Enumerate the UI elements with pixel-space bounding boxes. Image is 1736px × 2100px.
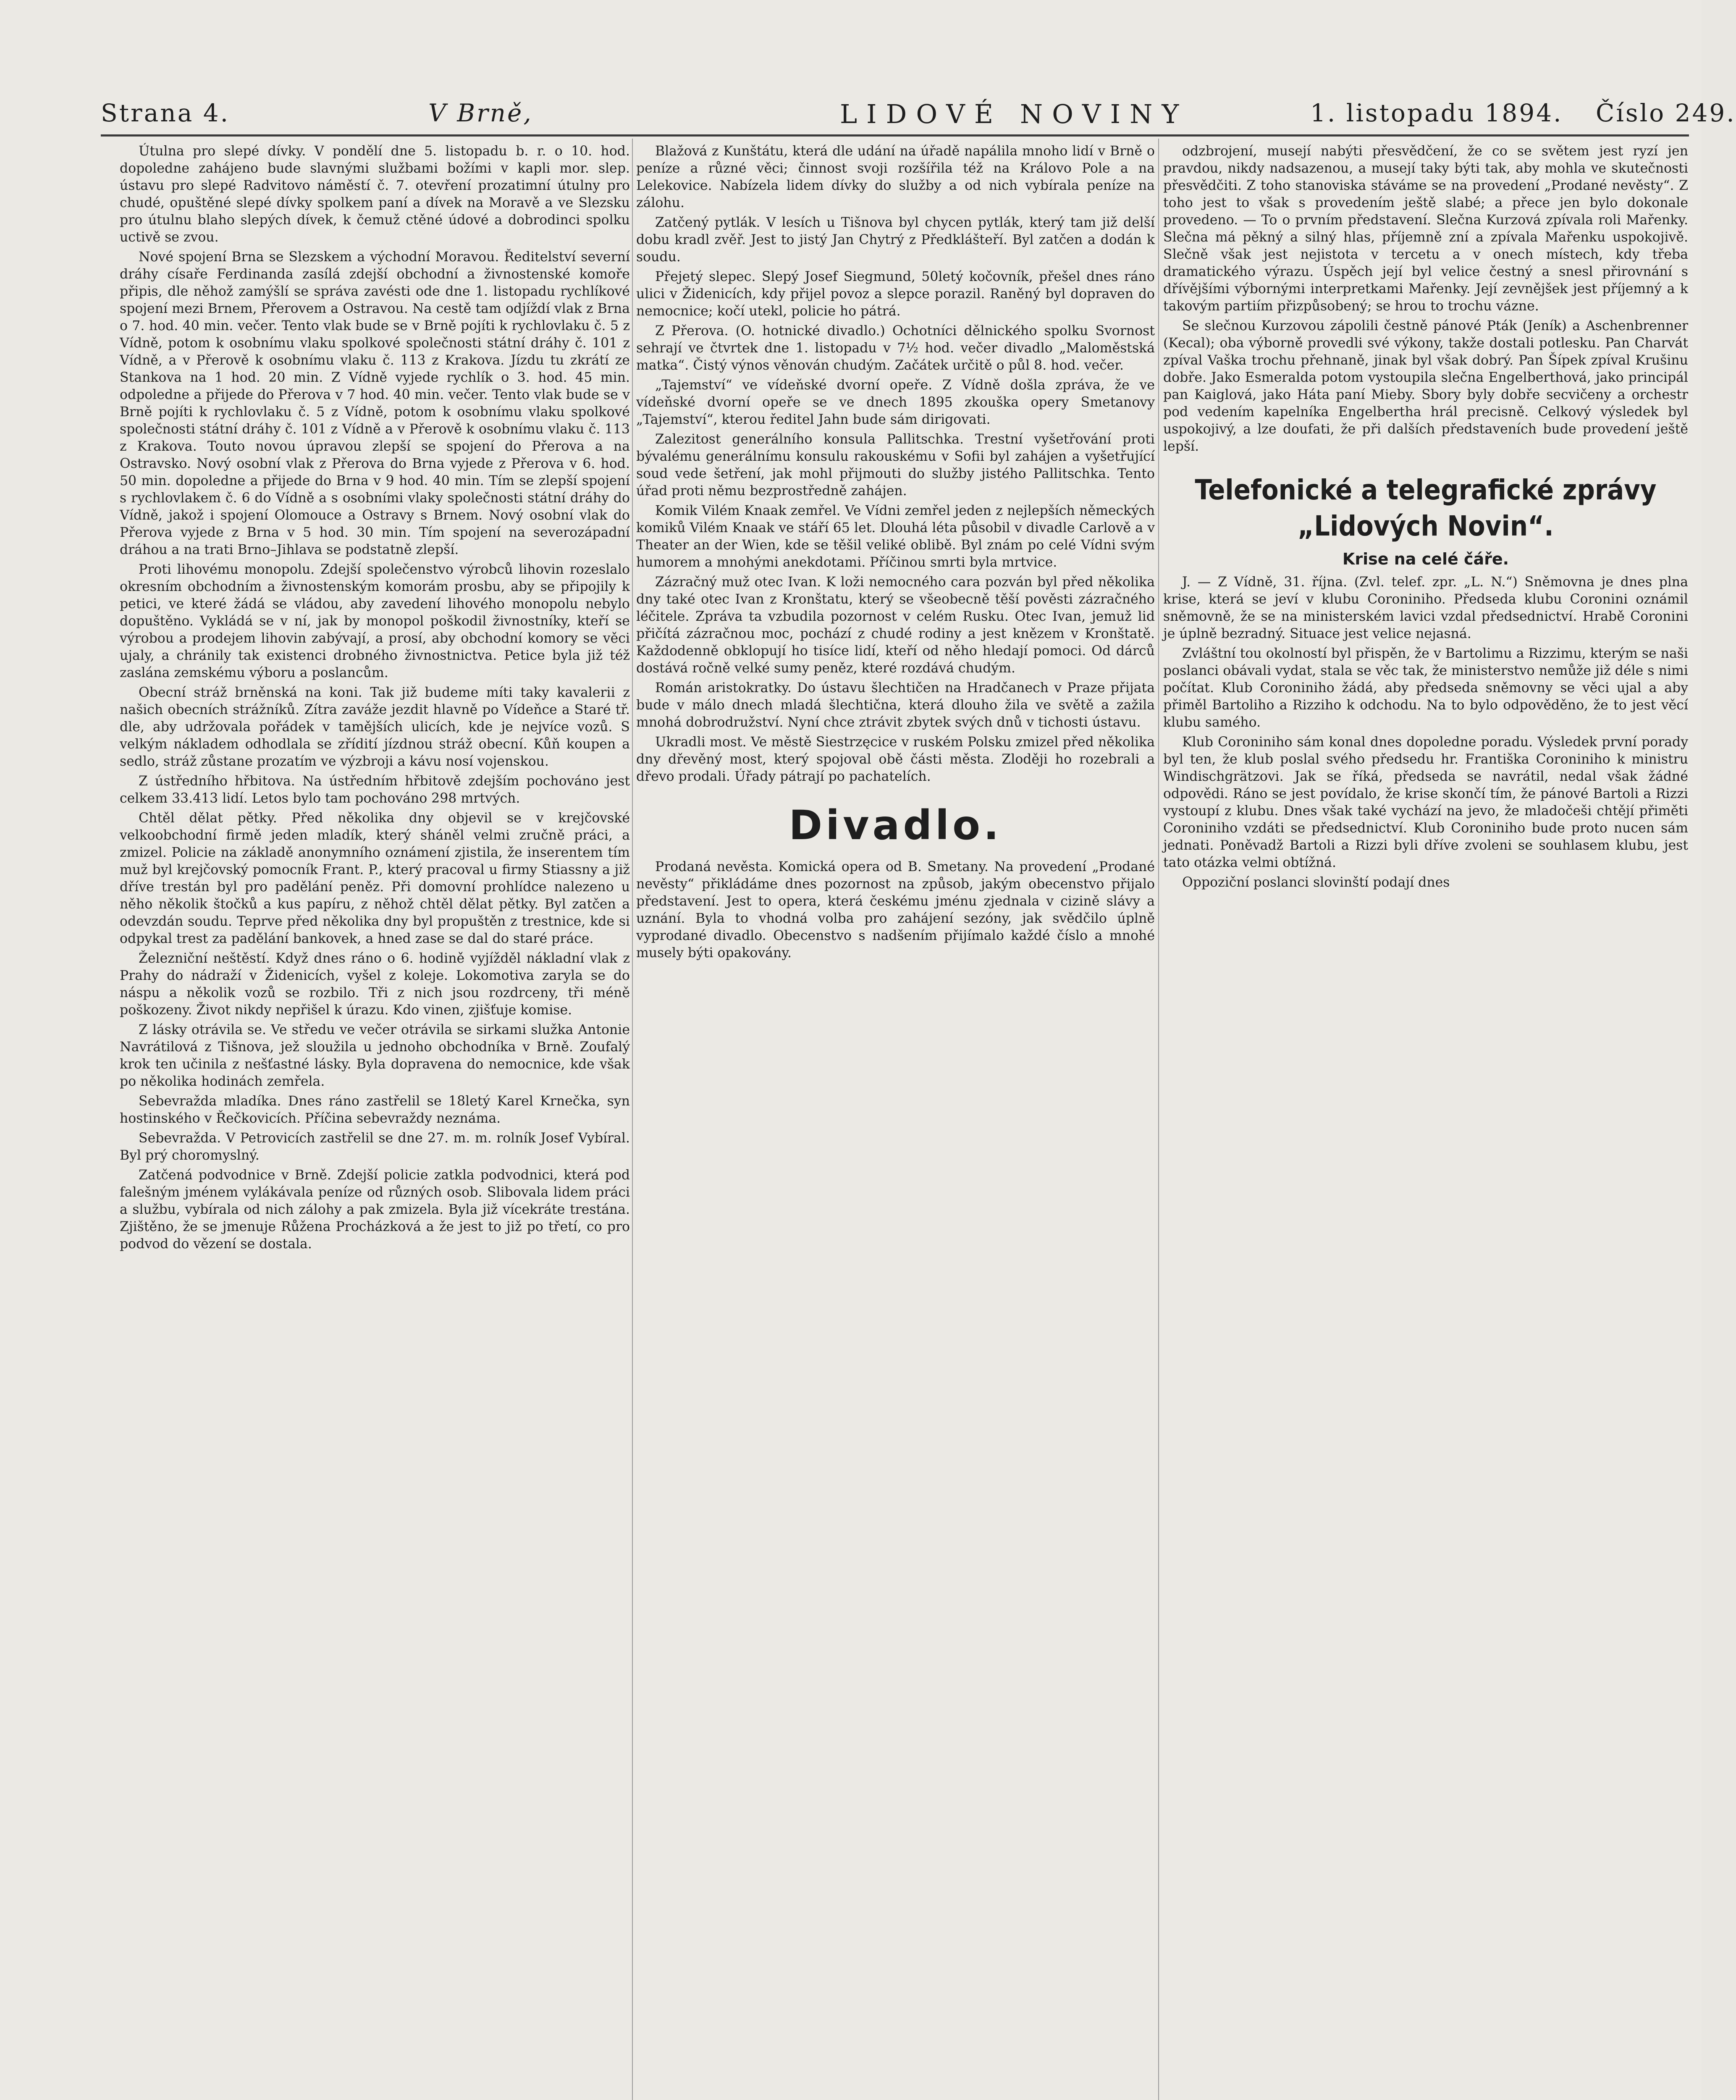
article-continuation: Blažová z Kunštátu, která dle udání na úřadě napálila mnoho lidí v Brně o peníze a různé věci; činnost svoji rozšířila též na Královo Pole a na Lelekovice. Nabízela lidem dívky do služby a od nich vybírala peníze na zálohu. [636, 144, 1155, 210]
issue-number: Číslo 249. [1596, 99, 1736, 127]
column-3 [1163, 143, 1688, 2100]
column-1 [120, 143, 630, 2100]
article-slepec: Přejetý slepec. Slepý Josef Siegmund, 50letý kočovník, přešel dnes ráno ulici v Židenicích, kdy přijel povoz a slepce porazil. Raněný byl dopraven do nemocnice; kočí utekl, policie ho pátrá. [636, 269, 1155, 319]
article-krise-4: Oppoziční poslanci slovinští podají dnes [1182, 875, 1450, 890]
article-podvodnice: Zatčená podvodnice v Brně. Zdejší policie zatkla podvodnici, která pod falešným jménem vylákávala peníze od různých osob. Slibovala lidem práci a službu, vybírala od nich zálohy a pak zmizela. Byla již vícekráte trestána. Zjištěno, že se jmenuje Růžena Procházková a že jest to již po třetí, co pro podvod do vězení se dostala. [120, 1168, 630, 1252]
article-tajemstvi: „Tajemství“ ve vídeňské dvorní opeře. Z Vídně došla zpráva, že ve vídeňské dvorní opeře se ve dnech 1895 zkouška opery Smetanovy „Tajemství“, kterou ředitel Jahn bude sám dirigovati. [636, 378, 1155, 427]
article-zeleznicni-nestesti: Železniční neštěstí. Když dnes ráno o 6. hodině vyjížděl nákladní vlak z Prahy do nádraží v Židenicích, vyšel z koleje. Lokomotiva zaryla se do náspu a několik vozů se rozbilo. Tři z nich jsou rozdrceny, tři méně poškozeny. Život nikdy nepřišel k úrazu. Kdo vinen, zjišťuje komise. [120, 951, 630, 1018]
page-number: Strana 4. [101, 99, 230, 127]
article-obecni-straz: Obecní stráž brněnská na koni. Tak již budeme míti taky kavalerii z našich obecních strážníků. Zítra zaváže jezdit hlavně po Vídeňce a Staré tř. dle, aby udržovala pořádek v tamějších ulicích, kde je nejvíce vozů. S velkým nákladem odhodlala se zřídití jízdnou stráž obecní. Kůň koupen a sedlo, stráž zůstane prozatím ve výzbroji a kávu nosí vojenskou. [120, 685, 630, 769]
article-utulna: Útulna pro slepé dívky. V pondělí dne 5. listopadu b. r. o 10. hod. dopoledne zahájeno bude slavnými službami božími v kapli mor. slep. ústavu pro slepé Radvitovo náměstí č. 7. otevření prozatimní útulny pro chudé, opuštěné slepé dívky spolkem paní a dívek na Moravě a ve Slezsku pro útulnu blaho slepých dívek, k čemuž ctěné údové a dobrodinci spolku uctivě se zvou. [120, 144, 630, 245]
article-knaak: Komik Vilém Knaak zemřel. Ve Vídni zemřel jeden z nejlepších německých komiků Vilém Knaak ve stáří 65 let. Dlouhá léta působil v divadle Carlově a v Theater an der Wien, kde se těšil veliké oblibě. Byl znám po celé Vídni svým humorem a mnohými anekdotami. Příčinou smrti byla mrtvice. [636, 503, 1155, 570]
section-heading-telegraph: Telefonické a telegrafické zprávy „Lidových Novin“. [1195, 474, 1657, 542]
article-review-cast: Se slečnou Kurzovou zápolili čestně pánové Pták (Jeník) a Aschenbrenner (Kecal); oba výborně provedli své výkony, takže dostali potlesku. Pan Charvát zpíval Vaška trochu přehnaně, jinak byl však dobrý. Pan Šípek zpíval Krušinu dobře. Jako Esmeralda potom vystoupila slečna Engelberthová, jako principál pan Kaiglová, jako Háta paní Mieby. Sbory byly dobře secvičeny a orchestr pod vedením kapelníka Engelbertha hrál precisně. Celkový výsledek byl uspokojivý, a lze doufati, že při dalších představeních bude provedení ještě lepší. [1163, 318, 1688, 454]
article-prerov: Z Přerova. (O. hotnické divadlo.) Ochotníci dělnického spolku Svornost sehrají ve čtvrtek dne 1. listopadu v 7½ hod. večer divadlo „Maloměstská matka“. Čistý výnos věnován chudým. Začátek určitě o půl 8. hod. večer. [636, 323, 1155, 373]
city-label: V Brně, [428, 99, 533, 127]
article-prodana-nevesta: Prodaná nevěsta. Komická opera od B. Smetany. Na provedení „Prodané nevěsty“ přikládáme dnes pozornost na způsob, jakým obecenstvo přijalo představení. Jest to opera, která českému jménu zjednala v cizině slávy a uznání. Byla to vhodná volba pro zahájení sezóny, jak svědčilo úplně vyprodané divadlo. Obecenstvo s nadšením přijímalo každé číslo a mnohé musely býti opakovány. [636, 859, 1155, 961]
section-heading-divadlo: Divadlo. [789, 802, 1002, 849]
article-z-lasky: Z lásky otrávila se. Ve středu ve večer otrávila se sirkami služka Antonie Navrátilová z Tišnova, jež sloužila u jednoho obchodníka v Brně. Zoufalý krok ten učinila z nešťastné lásky. Byla dopravena do nemocnice, kde však po několika hodinách zemřela. [120, 1022, 630, 1089]
article-pytlak: Zatčený pytlák. V lesích u Tišnova byl chycen pytlák, který tam již delší dobu kradl zvěř. Jest to jistý Jan Chytrý z Předklášteří. Byl zatčen a dodán k soudu. [636, 215, 1155, 265]
header-rule [101, 134, 1689, 136]
article-krise-2: Zvláštní tou okolností byl přispěn, že v Bartolimu a Rizzimu, kterým se naši poslanci obávali vydat, stala se věc tak, že ministerstvo nemůže již déle s nimi počítat. Klub Coroniniho žádá, aby předseda sněmovny se věci ujal a aby přiměl Bartoliho a Rizziho k odchodu. Na to bylo odpověděno, že to jest věcí klubu samého. [1163, 646, 1688, 730]
subheading-krise: Krise na celé čáře. [1342, 550, 1509, 568]
article-petky: Chtěl dělat pětky. Před několika dny objevil se v krejčovské velkoobchodní firmě jeden mladík, který sháněl velmi zručně práci, a zmizel. Policie na základě anonymního oznámení zjistila, že inserentem tím muž byl krejčovský pomocník Frant. P., který pracoval u firmy Stiassny a již dříve trestán byl pro padělání peněz. Při domovní prohlídce nalezeno u něho několik štočků a kus papíru, z něhož chtěl dělat pětky. Byl zatčen a odevzdán soudu. Teprve před několika dny byl propuštěn z trestnice, kde si odpykal trest za padělání bankovek, a hned zase se dal do staré práce. [120, 811, 630, 946]
column-2 [636, 143, 1155, 2100]
column-divider [1158, 139, 1159, 2100]
issue-date: 1. listopadu 1894. [1310, 99, 1563, 127]
article-roman: Román aristokratky. Do ústavu šlechtičen na Hradčanech v Praze přijata bude v málo dnech mladá šlechtična, která dlouho žila ve světě a zažila mnohá dobrodružství. Nyní chce ztrávit zbytek svých dnů v tichosti ústavu. [636, 680, 1155, 730]
page-header [101, 86, 1736, 136]
article-otec-ivan: Zázračný muž otec Ivan. K loži nemocného cara pozván byl před několika dny také otec Ivan z Kronštatu, který se všeobecně těší pověsti zázračného léčitele. Zpráva ta vzbudila pozornost v celém Rusku. Otec Ivan, jemuž lid přičítá zázračnou moc, pochází z chudé rodiny a jest knězem v Kronštatě. Každodenně obklopují ho tisíce lidí, kteří od něho hledají pomoci. Od dárců dostává ročně velké sumy peněz, které rozdává chudým. [636, 575, 1155, 676]
article-hrbitov: Z ústředního hřbitova. Na ústředním hřbitově zdejším pochováno jest celkem 33.413 lidí. Letos bylo tam pochováno 298 mrtvých. [120, 774, 630, 806]
article-sebevrazda: Sebevražda. V Petrovicích zastřelil se dne 27. m. m. rolník Josef Vybíral. Byl prý choromyslný. [120, 1131, 630, 1163]
article-krise-1: J. — Z Vídně, 31. října. (Zvl. telef. zpr. „L. N.“) Sněmovna je dnes plna krise, která se jeví v klubu Coroniniho. Předseda klubu Coronini oznámil sněmovně, že se na ministerském lavici vzdal předsednictví. Hrabě Coronini je úplně bezradný. Situace jest velice nejasná. [1163, 575, 1688, 641]
article-sebevrazda-mladika: Sebevražda mladíka. Dnes ráno zastřelil se 18letý Karel Krnečka, syn hostinského v Řečkovicích. Příčina sebevraždy neznáma. [120, 1094, 630, 1126]
article-pallitschek: Zalezitost generálního konsula Pallitschka. Trestní vyšetřování proti bývalému generálnímu konsulu rakouskému v Sofii byl zahájen a vyšetřující soud vede šetření, jak mohl přijmouti do služby jistého Pallitschka. Tento úřad proti němu bezprostředně zahájen. [636, 432, 1155, 499]
article-krise-3: Klub Coroniniho sám konal dnes dopoledne poradu. Výsledek první porady byl ten, že klub poslal svého předsedu hr. Františka Coroniniho k ministru Windischgrätzovi. Jak se říká, předseda se navrátil, nedal však žádné odpovědi. Ráno se jest povídalo, že krise skončí tím, že pánové Bartoli a Rizzi vystoupí z klubu. Dnes však také vychází na jevo, že mladočeši chtějí přiměti Coroniniho vzdáti se předsednictví. Klub Coroniniho bude proto nucen sám jednati. Poněvadž Bartoli a Rizzi byli dříve zvoleni se souhlasem klubu, jest tato otázka velmi obtížná. [1163, 735, 1688, 870]
column-divider [632, 139, 633, 2100]
article-nove-spojeni: Nové spojení Brna se Slezskem a východní Moravou. Ředitelství severní dráhy císaře Ferdinanda zasílá zdejší obchodní a živnostenské komoře připis, dle něhož zamýšlí se správa zavésti ode dne 1. listopadu rychlíkové spojení mezi Brnem, Přerovem a Ostravou. Na cestě tam odjíždí vlak z Brna o 7. hod. 40 min. večer. Tento vlak bude se v Brně pojíti k rychlovlaku č. 5 z Vídně, potom k osobnímu vlaku spolkové společnosti státní dráhy č. 101 z Vídně, a v Přerově k osobnímu vlaku č. 113 z Krakova. Jízdu tu zkrátí ze Stankova na 1 hod. 20 min. Z Vídně vyjede rychlík o 3. hod. 45 min. odpoledne a přijede do Přerova v 7 hod. 40 min. večer. Tento vlak bude se v Brně pojíti k rychlovlaku č. 5 z Vídně, potom k osobnímu vlaku spolkové společnosti státní dráhy č. 101 z Vídně a v Přerově k osobnímu vlaku č. 113 z Krakova. Touto novou úpravou zlepší se spojení do Přerova a na Ostravsko. Nový osobní vlak z Přerova do Brna vyjede z Přerova v 6. hod. 50 min. dopoledne a přijede do Brna v 9 hod. 40 min. Tím se zlepší spojení s rychlovlakem č. 6 do Vídně a s osobními vlaky společnosti státní dráhy do Vídně, jakož i spojení Olomouce a Ostravy s Brnem. Nový osobní vlak do Přerova vyjede z Brna v 5 hod. 30 min. Tím spojení na severozápadní dráhou a na trati Brno–Jihlava se podstatně zlepší. [120, 249, 630, 557]
article-proti-monopolu: Proti lihovému monopolu. Zdejší společenstvo výrobců lihovin rozeslalo okresním obchodním a živnostenským komorám prosbu, aby se připojily k petici, ve které žádá se vládou, aby zavedení lihového monopolu nebylo dopuštěno. Vykládá se v ní, jak by monopol poškodil živnostníky, kteří se výrobou a prodejem lihovin zabývají, a prosí, aby obchodní komory se věci ujaly, a chránily tak existenci drobného živnostnictva. Petice byla již též zaslána zemskému výboru a poslancům. [120, 562, 630, 680]
newspaper-title: LIDOVÉ NOVINY [840, 99, 1188, 129]
article-review-continued: odzbrojení, musejí nabýti přesvědčení, že co se světem jest ryzí jen pravdou, nikdy nadsazenou, a musejí taky býti tak, aby mohla ve skutečnosti přesvědčiti. Z toho stanoviska stáváme se na provedení „Prodané nevěsty“. Z toho jest to však s provedením ještě slabé; a přece jen bylo dokonale provedeno. — To o prvním představení. Slečna Kurzová zpívala roli Mařenky. Slečna má pěkný a silný hlas, příjemně zní a zpívala Mařenku uspokojivě. Slečně však jest nejistota v tercetu a v onech místech, kdy třeba dramatického výrazu. Úspěch její byl velice čestný a snesl přirovnání s dřívějšími výbornými interpretkami Mařenky. Její zevnějšek jest příjemný a k takovým partiím přizpůsobený; se hrou to trochu vázne. [1163, 144, 1688, 314]
article-most: Ukradli most. Ve městě Siestrzęcice v ruském Polsku zmizel před několika dny dřevěný most, který spojoval obě části města. Zloději ho rozebrali a dřevo prodali. Úřady pátrají po pachatelích. [636, 735, 1155, 784]
